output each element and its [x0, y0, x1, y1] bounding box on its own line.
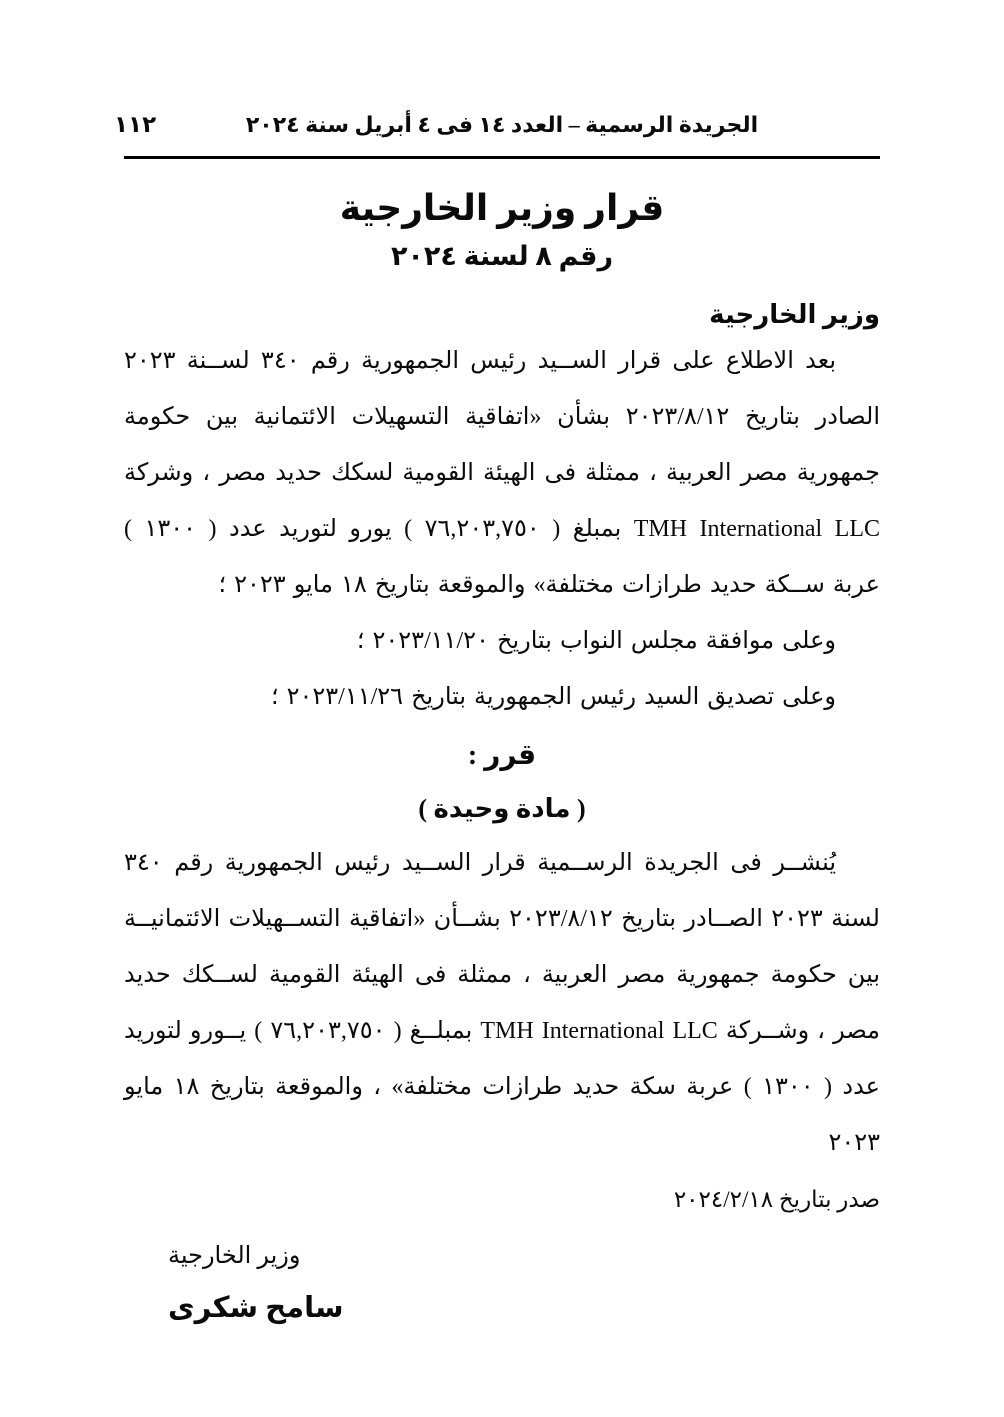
signature-block [124, 1235, 880, 1331]
page-number: ١١٢ [114, 112, 157, 137]
preamble-paragraph-2: وعلى موافقة مجلس النواب بتاريخ ٢٠٢٣/١١/٢٠ ؛ [356, 628, 836, 654]
decree-title: قرار وزير الخارجية [339, 188, 665, 228]
decree-word: قرر : [467, 740, 537, 771]
header-divider [124, 156, 880, 159]
signature-name: سامح شكرى [168, 1292, 344, 1324]
gazette-issue-line: الجريدة الرسمية – العدد ١٤ فى ٤ أبريل سنة ٢٠٢٤ [245, 112, 759, 137]
preamble-paragraph-3: وعلى تصديق السيد رئيس الجمهورية بتاريخ ٢٠٢٣/١١/٢٦ ؛ [270, 684, 836, 710]
article-heading: ( مادة وحيدة ) [418, 794, 586, 823]
page-header [114, 112, 880, 148]
issued-date-line: صدر بتاريخ ٢٠٢٤/٢/١٨ [673, 1187, 880, 1212]
preamble-paragraph-1: بعد الاطلاع على قرار الســيد رئيس الجمهورية رقم ٣٤٠ لســنة ٢٠٢٣ الصادر بتاريخ ٢٠٢٣/٨/١٢ بشأن «اتفاقية التسهيلات الائتمانية بين حكومة جمهورية مصر العربية ، ممثلة فى الهيئة القومية لسكك حديد مصر ، وشركة TMH International LLC بمبلغ ( ٧٦,٢٠٣,٧٥٠ ) يورو لتوريد عدد ( ١٣٠٠ ) عربة ســكة حديد طرازات مختلفة» والموقعة بتاريخ ١٨ مايو ٢٠٢٣ ؛ [124, 348, 880, 598]
article-body: يُنشــر فى الجريدة الرســمية قرار الســيد رئيس الجمهورية رقم ٣٤٠ لسنة ٢٠٢٣ الصــادر بتاريخ ٢٠٢٣/٨/١٢ بشــأن «اتفاقية التســهيلات الائتمانيــة بين حكومة جمهورية مصر العربية ، ممثلة فى الهيئة القومية لســكك حديد مصر ، وشــركة TMH International LLC بمبلــغ ( ٧٦,٢٠٣,٧٥٠ ) يــورو لتوريد عدد ( ١٣٠٠ ) عربة سكة حديد طرازات مختلفة» ، والموقعة بتاريخ ١٨ مايو ٢٠٢٣ [124, 850, 881, 1156]
signature-title: وزير الخارجية [168, 1243, 301, 1269]
decree-number: رقم ٨ لسنة ٢٠٢٤ [390, 241, 614, 271]
authority-heading: وزير الخارجية [709, 300, 880, 329]
